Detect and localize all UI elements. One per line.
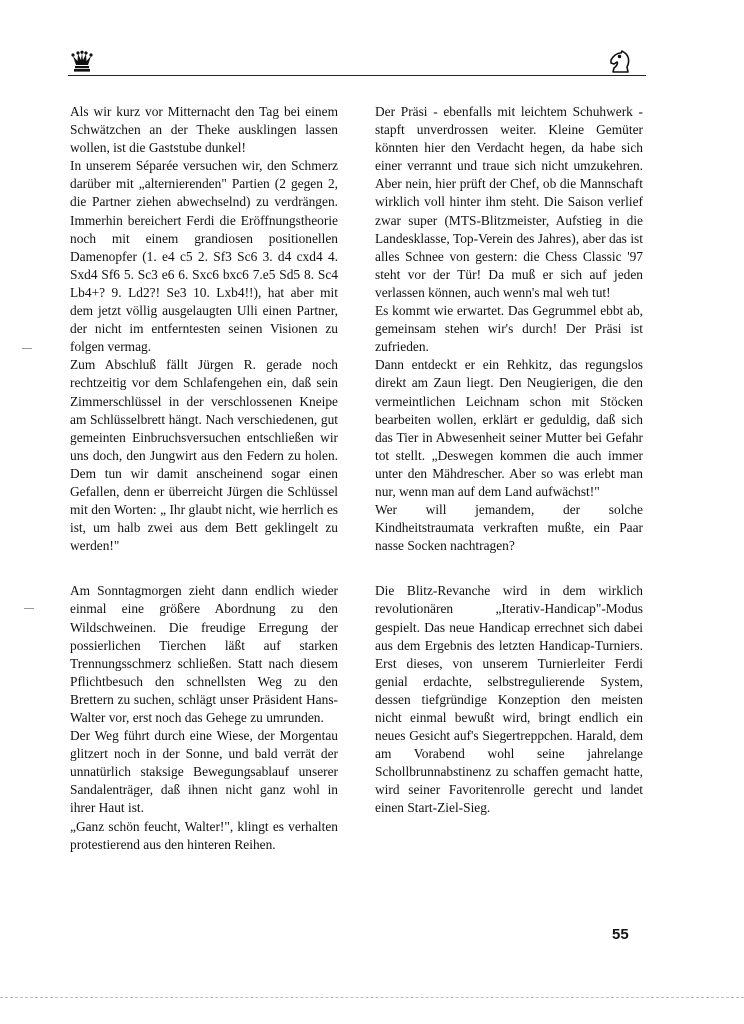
- paragraph: In unserem Séparée versuchen wir, den Schmerz darüber mit „alternierenden" Partien (2 gegen 2, die Partner ziehen abwechselnd) zu verdrängen. Immerhin bereichert Ferdi die Eröffnungstheorie noch mit einem grandiosen positionellen Damenopfer (1. e4 c5 2. Sf3 Sc6 3. d4 cxd4 4. Sxd4 Sf6 5. Sc3 e6 6. Sxc6 bxc6 7.e5 Sd5 8. Sc4 Lb4+? 9. Ld2?! Se3 10. Lxb4!!), hat aber mit dem jetzt völlig ausgelaugten Ulli einen Partner, der nicht im entferntesten seinen Visionen zu folgen vermag.: [70, 158, 338, 355]
- paragraph-gap: [375, 555, 643, 582]
- paragraph: Die Blitz-Revanche wird in dem wirklich revolutionären „Iterativ-Handicap"-Modus gespielt. Das neue Handicap errechnet sich dabei aus dem Ergebnis des letzten Handicap-Turniers. Erst dieses, von unserem Turnierleiter Ferdi genial erdachte, selbstregulierende System, dessen tiefgründige Konzeption den meisten nicht einmal bewußt wird, bringt endlich ein neues Gesicht auf's Siegertreppchen. Harald, dem am Vorabend wohl seine jahrelange Schollbrunnabstinenz zu schaffen gemacht hatte, wird seiner Favoritenrolle gerecht und landet einen Start-Ziel-Sieg.: [375, 583, 643, 816]
- page-number: 55: [612, 926, 629, 943]
- paragraph: Der Präsi - ebenfalls mit leichtem Schuhwerk - stapft unverdrossen weiter. Kleine Gemüter könnten hier den Verdacht hegen, da habe sich einer verrannt und traue sich nicht umzukehren. Aber nein, hier prüft der Chef, ob die Mannschaft wirklich voll hinter ihm steht. Die Saison verlief zwar super (MTS-Blitzmeister, Aufstieg in die Landesklasse, Top-Verein des Jahres), aber das ist alles Schnee von gestern: die Chess Classic '97 steht vor der Tür! Da muß er sich auf jeden verlassen können, auch wenn's mal weh tut!: [375, 104, 643, 300]
- paragraph: „Ganz schön feucht, Walter!", klingt es verhalten protestierend aus den hinteren Reihen.: [70, 818, 338, 852]
- paragraph: Es kommt wie erwartet. Das Gegrummel ebbt ab, gemeinsam stehen wir's durch! Der Präsi ist zufrieden.: [375, 303, 643, 355]
- chess-queen-icon: [70, 49, 94, 73]
- right-column: [375, 103, 643, 818]
- paragraph: Am Sonntagmorgen zieht dann endlich wieder einmal eine größere Abordnung zu den Wildschweinen. Die freudige Erregung der possierlichen Tierchen läßt auf starken Trennungsschmerz schließen. Statt nach diesem Pflichtbesuch den schnellsten Weg zu den Brettern zu suchen, schlägt unser Präsident Hans-Walter vor, erst noch das Gehege zu umrunden.: [70, 583, 338, 725]
- chess-knight-icon: [606, 48, 634, 74]
- left-column: [70, 103, 338, 854]
- paragraph-gap: [70, 555, 338, 582]
- footer-rule: [0, 997, 744, 998]
- paragraph: Dann entdeckt er ein Rehkitz, das regungslos direkt am Zaun liegt. Den Neugierigen, die den vermeintlichen Leichnam schon mit Stöcken bearbeiten wollen, erklärt er geduldig, daß sich das Tier in Abwesenheit seiner Mutter bei Gefahr tot stellt. „Deswegen kommen die auch immer unter den Mähdrescher. Aber so was erlebt man nur, wenn man auf dem Land aufwächst!": [375, 357, 643, 499]
- paragraph: Der Weg führt durch eine Wiese, der Morgentau glitzert noch in der Sonne, und bald verrät der unnatürlich staksige Bewegungsablauf unserer Sandalenträger, daß ihnen nicht ganz wohl in ihrer Haut ist.: [70, 728, 338, 816]
- paragraph: Zum Abschluß fällt Jürgen R. gerade noch rechtzeitig vor dem Schlafengehen ein, daß sein Zimmerschlüssel in der verschlossenen Kneipe am Schlüsselbrett hängt. Nach verschiedenen, gut gemeinten Einbruchsversuchen entschließen wir uns doch, den Jungwirt aus den Federn zu holen. Dem tun wir damit anscheinend sogar einen Gefallen, denn er überreicht Jürgen die Schlüssel mit den Worten: „ Ihr glaubt nicht, wie herrlich es ist, um halb zwei aus dem Bett geklingelt zu werden!": [70, 357, 338, 554]
- paragraph: Wer will jemandem, der solche Kindheitstraumata verkraften mußte, ein Paar nasse Socken nachtragen?: [375, 502, 643, 554]
- paragraph: Als wir kurz vor Mitternacht den Tag bei einem Schwätzchen an der Theke ausklingen lassen wollen, ist die Gaststube dunkel!: [70, 104, 338, 156]
- margin-mark: [22, 348, 32, 349]
- margin-mark: [24, 608, 34, 609]
- header-rule: [68, 75, 646, 76]
